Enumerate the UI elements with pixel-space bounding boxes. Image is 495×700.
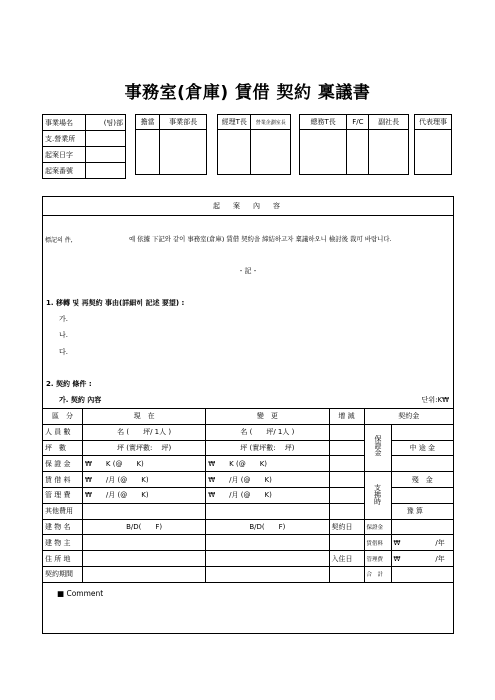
approval-title: 副社長	[369, 115, 409, 130]
approval-title: 總務T長	[300, 115, 347, 130]
info-table	[42, 114, 126, 179]
cell-current: 坪 (實坪數: 坪)	[83, 440, 206, 456]
approval-group-1	[135, 114, 207, 175]
row-label: 管 理 費	[43, 487, 83, 503]
cell-midpay: 中 途 金	[391, 440, 454, 456]
deposit-vertical-label: 保證金	[374, 435, 382, 457]
item1-sub-b: 나.	[59, 331, 68, 339]
cell-blank	[391, 487, 454, 503]
col-header: 增 減	[329, 409, 364, 425]
row-label: 賃 借 料	[43, 472, 83, 488]
cell-diff	[329, 424, 364, 440]
cell-changed: 坪 (實坪數: 坪)	[206, 440, 329, 456]
cell-blank	[391, 456, 454, 472]
right-c-label: 保證金	[364, 519, 391, 535]
cell-diff	[329, 535, 364, 551]
approval-group-3	[299, 114, 409, 175]
approval-sign-box[interactable]	[300, 130, 347, 175]
cell-changed: 名 ( 坪/ 1人 )	[206, 424, 329, 440]
cell-changed	[206, 535, 329, 551]
info-value	[86, 147, 126, 163]
cell-current	[83, 535, 206, 551]
paytime-vertical-label: 支拂時	[373, 483, 382, 505]
cell-diff	[329, 566, 364, 582]
cell-diff	[329, 440, 364, 456]
row-label: 保 證 金	[43, 456, 83, 472]
contract-conditions-table	[42, 408, 454, 583]
col-header: 變 更	[206, 409, 329, 425]
right-label	[364, 424, 391, 471]
cell-diff	[329, 487, 364, 503]
approval-sign-box[interactable]	[136, 130, 160, 175]
cell-blank	[391, 424, 454, 440]
cell-current: 名 ( 坪/ 1人 )	[83, 424, 206, 440]
row-label: 契約期間	[43, 566, 83, 582]
cell-diff	[329, 456, 364, 472]
right-c-value	[391, 519, 454, 535]
cell-current: B/D( F)	[83, 519, 206, 535]
approval-title: 經理T長	[218, 115, 251, 130]
approval-title: 代表理事	[415, 115, 452, 130]
right-c-value: ₩ /年	[391, 535, 454, 551]
right-c-label: 合 計	[364, 566, 391, 582]
section-divider	[43, 215, 453, 216]
cell-balance: 殘 金	[391, 472, 454, 488]
info-label: 起案番號	[43, 163, 86, 179]
cell-changed: ₩ K (@ K)	[206, 456, 329, 472]
col-header: 契約金	[364, 409, 454, 425]
cell-current: ₩ /月 (@ K)	[83, 487, 206, 503]
right-c-label: 賃借料	[364, 535, 391, 551]
subject-text: 예 依據 下記와 같이 事務室(倉庫) 賃借 契約을 締結하고자 稟議하오니 檢討後 裁可 바랍니다.	[129, 235, 392, 243]
cell-budget: 豫 算	[391, 503, 454, 519]
section-header: 起 案 內 容	[213, 202, 283, 210]
approval-title: 事業部長	[160, 115, 207, 130]
right-label	[364, 472, 391, 519]
info-value: (팀)部	[86, 115, 126, 131]
cell-diff	[329, 503, 364, 519]
cell-changed: ₩ /月 (@ K)	[206, 487, 329, 503]
approval-sign-box[interactable]	[347, 130, 369, 175]
document-title: 事務室(倉庫) 賃借 契約 稟議書	[124, 83, 371, 103]
cell-current	[83, 551, 206, 567]
row-label: 住 所 地	[43, 551, 83, 567]
move-date-label: 入住日	[329, 551, 364, 567]
approval-title: F/C	[347, 115, 369, 130]
col-header: 現 在	[83, 409, 206, 425]
right-c-label: 管理費	[364, 551, 391, 567]
col-header: 區 分	[43, 409, 83, 425]
row-label: 建 物 主	[43, 535, 83, 551]
right-c-value	[391, 566, 454, 582]
ki-mark: - 記 -	[239, 267, 257, 275]
approval-sign-box[interactable]	[415, 130, 452, 175]
cell-current: ₩ /月 (@ K)	[83, 472, 206, 488]
cell-current	[83, 503, 206, 519]
approval-sign-box[interactable]	[251, 130, 291, 175]
row-label: 人 員 數	[43, 424, 83, 440]
approval-sign-box[interactable]	[160, 130, 207, 175]
info-label: 起案日字	[43, 147, 86, 163]
row-label: 其他費用	[43, 503, 83, 519]
approval-sign-box[interactable]	[369, 130, 409, 175]
cell-changed	[206, 566, 329, 582]
unit-label: 단위:K₩	[421, 396, 449, 404]
item2-sub: 가. 契約 內容	[59, 396, 102, 404]
info-value	[86, 163, 126, 179]
row-label: 坪 數	[43, 440, 83, 456]
item2-title: 2. 契約 條件 :	[46, 380, 92, 388]
comment-label: ■ Comment	[57, 589, 104, 598]
cell-current: ₩ K (@ K)	[83, 456, 206, 472]
item1-title: 1. 移轉 및 再契約 事由(詳細히 記述 要望) :	[46, 299, 185, 307]
subject-label: 標記의 件,	[45, 237, 73, 244]
approval-group-4	[414, 114, 452, 175]
content-box	[42, 196, 454, 634]
item1-sub-c: 다.	[59, 348, 68, 356]
approval-title: 營業企劃室長	[251, 115, 291, 130]
approval-title: 擔當	[136, 115, 160, 130]
info-label: 支.營業所	[43, 131, 86, 147]
approval-group-2	[217, 114, 291, 175]
cell-changed	[206, 503, 329, 519]
contract-date-label: 契約日	[329, 519, 364, 535]
cell-current	[83, 566, 206, 582]
item1-sub-a: 가.	[59, 315, 68, 323]
info-label: 事業場名	[43, 115, 86, 131]
row-label: 建 物 名	[43, 519, 83, 535]
info-value	[86, 131, 126, 147]
cell-changed	[206, 551, 329, 567]
right-c-value: ₩ /年	[391, 551, 454, 567]
cell-changed: ₩ /月 (@ K)	[206, 472, 329, 488]
cell-diff	[329, 472, 364, 488]
cell-changed: B/D( F)	[206, 519, 329, 535]
approval-sign-box[interactable]	[218, 130, 251, 175]
